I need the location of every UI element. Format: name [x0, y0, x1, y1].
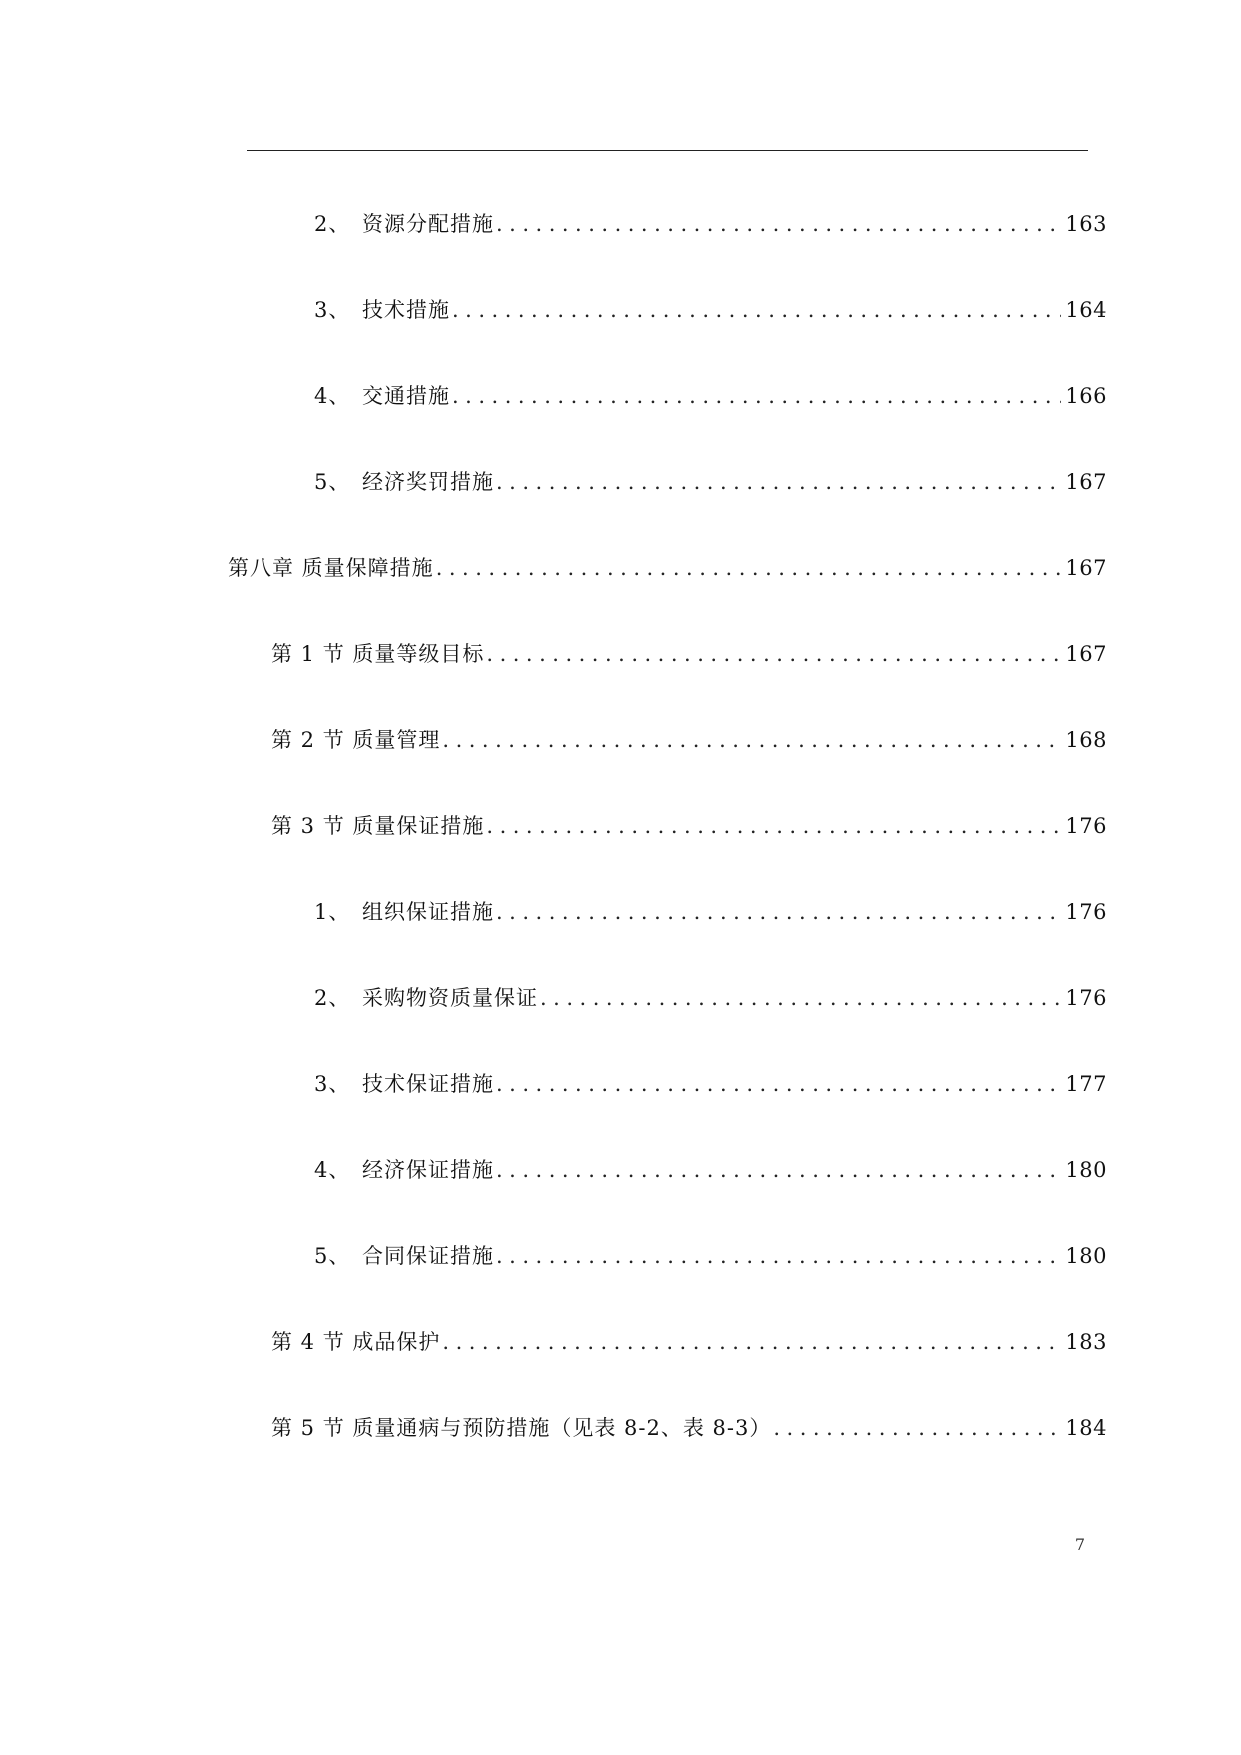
toc-dot-leader	[486, 637, 1061, 671]
toc-entry-title: 交通措施	[362, 384, 450, 408]
toc-entry-page: 177	[1065, 1072, 1107, 1096]
toc-dot-leader	[496, 465, 1061, 499]
toc-dot-leader	[436, 551, 1062, 585]
toc-entry-page: 163	[1065, 212, 1107, 236]
toc-entry-page: 167	[1065, 642, 1107, 666]
toc-entry-number: 3、	[314, 1072, 351, 1096]
toc-dot-leader	[496, 1153, 1061, 1187]
toc-dot-leader	[452, 379, 1061, 413]
toc-dot-leader	[496, 207, 1061, 241]
toc-dot-leader	[773, 1411, 1061, 1445]
toc-entry[interactable]	[314, 981, 1107, 1015]
toc-entry[interactable]	[314, 465, 1107, 499]
toc-entry-number: 5、	[314, 470, 351, 494]
toc-entry-number: 2、	[314, 212, 351, 236]
toc-entry-page: 176	[1065, 986, 1107, 1010]
toc-entry-number: 5、	[314, 1244, 351, 1268]
toc-entry[interactable]	[314, 207, 1107, 241]
toc-entry-page: 167	[1065, 556, 1107, 580]
toc-dot-leader	[496, 895, 1061, 929]
toc-entry-title: 第 5 节 质量通病与预防措施（见表 8-2、表 8-3）	[271, 1416, 772, 1440]
toc-entry-title: 合同保证措施	[362, 1244, 494, 1268]
toc-entry[interactable]	[314, 379, 1107, 413]
toc-entry[interactable]	[314, 1239, 1107, 1273]
toc-chapter-entry[interactable]	[228, 551, 1107, 585]
toc-entry-page: 167	[1065, 470, 1107, 494]
toc-entry-page: 168	[1065, 728, 1107, 752]
toc-section-entry[interactable]	[271, 723, 1107, 757]
toc-entry[interactable]	[314, 1153, 1107, 1187]
toc-entry-title: 第八章 质量保障措施	[228, 556, 434, 580]
toc-entry-page: 176	[1065, 814, 1107, 838]
toc-entry-number: 4、	[314, 1158, 351, 1182]
toc-dot-leader	[442, 723, 1061, 757]
toc-entry-number: 3、	[314, 298, 351, 322]
toc-entry-page: 180	[1065, 1244, 1107, 1268]
toc-entry-title: 第 4 节 成品保护	[271, 1330, 441, 1354]
toc-entry-title: 第 1 节 质量等级目标	[271, 642, 485, 666]
toc-dot-leader	[496, 1239, 1061, 1273]
toc-entry[interactable]	[314, 895, 1107, 929]
toc-entry-title: 第 2 节 质量管理	[271, 728, 441, 752]
toc-entry[interactable]	[314, 293, 1107, 327]
toc-dot-leader	[486, 809, 1061, 843]
toc-entry-title: 经济奖罚措施	[362, 470, 494, 494]
toc-entry[interactable]	[314, 1067, 1107, 1101]
toc-entry-title: 经济保证措施	[362, 1158, 494, 1182]
toc-entry-number: 2、	[314, 986, 351, 1010]
page-number: 7	[1074, 1535, 1086, 1554]
toc-section-entry[interactable]	[271, 809, 1107, 843]
toc-entry-title: 第 3 节 质量保证措施	[271, 814, 485, 838]
toc-entry-title: 采购物资质量保证	[362, 986, 538, 1010]
toc-entry-number: 1、	[314, 900, 351, 924]
toc-dot-leader	[452, 293, 1061, 327]
toc-dot-leader	[442, 1325, 1061, 1359]
toc-entry-page: 166	[1065, 384, 1107, 408]
toc-entry-page: 176	[1065, 900, 1107, 924]
toc-dot-leader	[540, 981, 1061, 1015]
toc-entry-page: 164	[1065, 298, 1107, 322]
toc-entry-number: 4、	[314, 384, 351, 408]
toc-section-entry[interactable]	[271, 1411, 1107, 1445]
toc-entry-page: 184	[1065, 1416, 1107, 1440]
toc-entry-title: 技术保证措施	[362, 1072, 494, 1096]
toc-section-entry[interactable]	[271, 637, 1107, 671]
toc-entry-title: 技术措施	[362, 298, 450, 322]
toc-entry-page: 180	[1065, 1158, 1107, 1182]
toc-entry-title: 资源分配措施	[362, 212, 494, 236]
toc-entry-page: 183	[1065, 1330, 1107, 1354]
toc-section-entry[interactable]	[271, 1325, 1107, 1359]
toc-dot-leader	[496, 1067, 1061, 1101]
toc-entry-title: 组织保证措施	[362, 900, 494, 924]
